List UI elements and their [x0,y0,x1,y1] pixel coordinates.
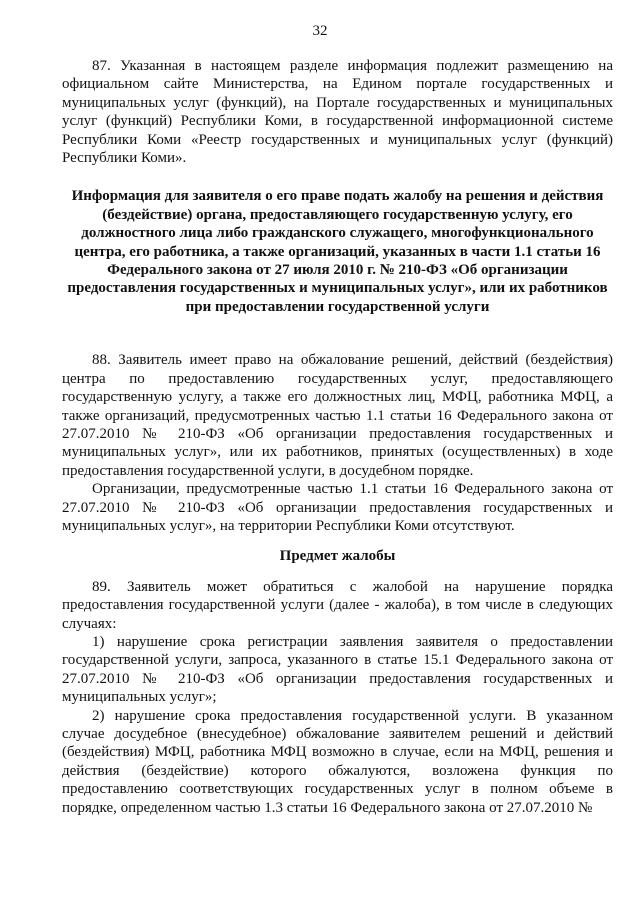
paragraph-87: 87. Указанная в настоящем разделе информация подлежит размещению на официальном сайте Министерства, на Едином портале государственных и муниципальных услуг (функций), на Портале государственных и муниципальных услуг (функций) Республики Коми, в государственной информационной системе Республики Коми «Реестр государственных и муниципальных услуг (функций) Республики Коми». [62,58,613,167]
paragraph-89: 89. Заявитель может обратиться с жалобой на нарушение порядка предоставления государственной услуги (далее - жалоба), в том числе в следующих случаях: [62,578,613,632]
paragraph-88: 88. Заявитель имеет право на обжалование решений, действий (бездействия) центра по предоставлению государственных услуг, предоставляющего государственную услугу, а также его должностных лиц, МФЦ, работника МФЦ, а также организаций, предусмотренных частью 1.1 статьи 16 Федерального закона от 27.07.2010 № 210-ФЗ «Об организации предоставления государственных и муниципальных услуг», или их работников, принятых (осуществленных) в ходе предоставления государственной услуги, в досудебном порядке. [62,352,613,479]
section-heading-complaint-rights: Информация для заявителя о его праве подать жалобу на решения и действия (бездействие) органа, предоставляющего государственную услугу, его должностного лица либо гражданского служащего, многофункционального центра, его работника, а также организаций, указанных в части 1.1 статьи 16 Федерального закона от 27 июля 2010 г. № 210-ФЗ «Об организации предоставления государственных и муниципальных услуг», или их работников при предоставлении государственной услуги [67,188,608,315]
paragraph-88-organizations: Организации, предусмотренные частью 1.1 статьи 16 Федерального закона от 27.07.2010 № 210-ФЗ «Об организации предоставления государственных и муниципальных услуг», на территории Республики Коми отсутствуют. [62,481,613,534]
section-heading-complaint-subject: Предмет жалобы [279,548,396,565]
paragraph-89-item-2: 2) нарушение срока предоставления государственной услуги. В указанном случае досудебное (внесудебное) обжалование заявителем решений и действий (бездействия) МФЦ, работника МФЦ возможно в случае, если на МФЦ, решения и действия (бездействие) которого обжалуются, возложена функция по предоставлению соответствующих государственных услуг в полном объеме в порядке, определенном частью 1.3 статьи 16 Федерального закона от 27.07.2010 № [62,707,613,816]
paragraph-89-item-1: 1) нарушение срока регистрации заявления заявителя о предоставлении государственной услуги, запроса, указанного в статье 15.1 Федерального закона от 27.07.2010 № 210-ФЗ «Об организации предоставления государственных и муниципальных услуг»; [62,633,613,706]
page-number: 32 [312,23,328,39]
document-body [62,57,613,817]
